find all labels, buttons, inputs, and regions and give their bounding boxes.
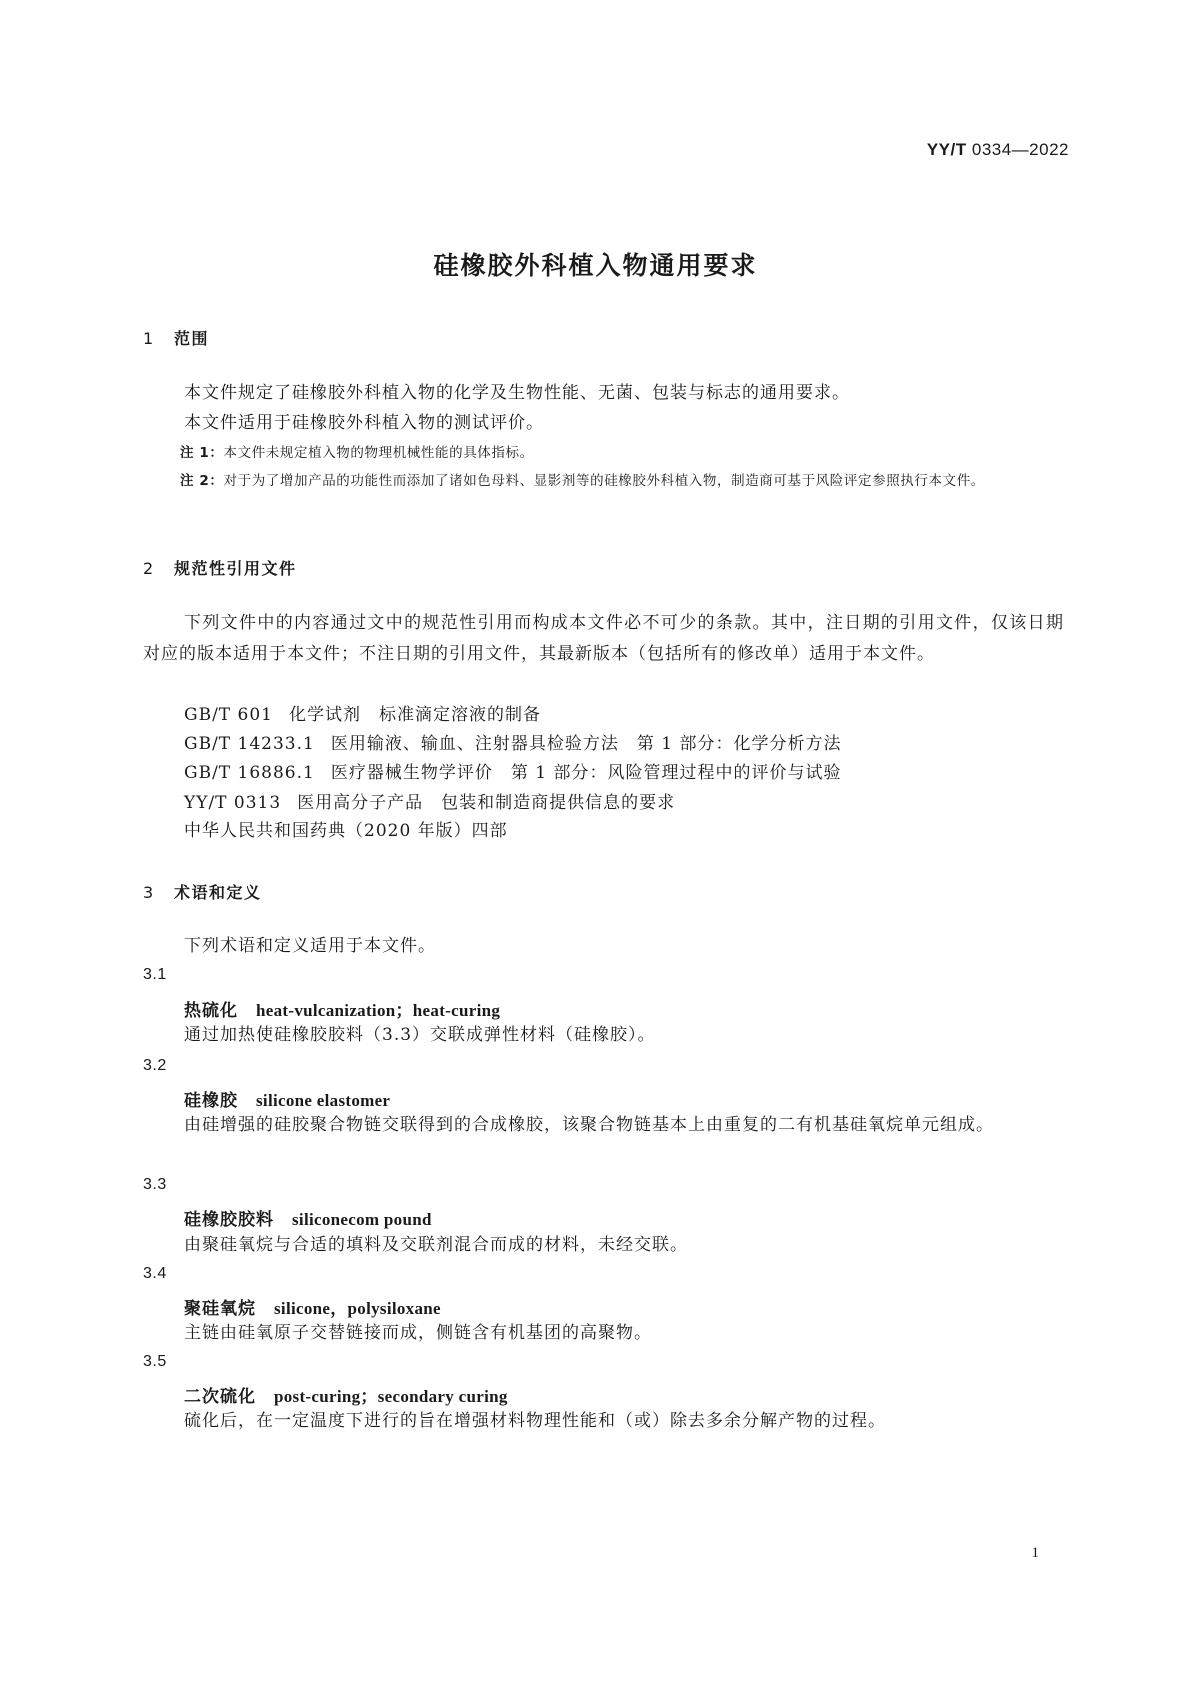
section-number: 2 <box>143 559 155 578</box>
reference-code: GB/T 16886.1 <box>184 763 315 783</box>
reference-code: GB/T 601 <box>184 705 273 725</box>
note-label: 注 1： <box>180 445 224 461</box>
term-chinese: 硅橡胶 <box>184 1091 238 1111</box>
references-intro: 下列文件中的内容通过文中的规范性引用而构成本文件必不可少的条款。其中，注日期的引用文件，仅该日期对应的版本适用于本文件；不注日期的引用文件，其最新版本（包括所有的修改单）适用于本文件。 <box>143 613 1064 664</box>
term-number: 3.5 <box>143 1353 167 1370</box>
scope-paragraph-2: 本文件适用于硅橡胶外科植入物的测试评价。 <box>184 413 544 433</box>
terms-intro: 下列术语和定义适用于本文件。 <box>184 936 436 956</box>
section-heading-scope <box>143 326 209 349</box>
reference-item <box>184 700 541 731</box>
scope-note-2 <box>180 467 1064 495</box>
term-heading <box>184 996 500 1021</box>
term-chinese: 硅橡胶胶料 <box>184 1210 274 1230</box>
note-text: 本文件未规定植入物的物理机械性能的具体指标。 <box>223 445 534 461</box>
term-english: silicone，polysiloxane <box>274 1299 441 1318</box>
standard-code <box>927 140 1069 160</box>
term-english: heat-vulcanization；heat-curing <box>256 1001 501 1020</box>
term-definition: 通过加热使硅橡胶胶料（3.3）交联成弹性材料（硅橡胶）。 <box>184 1025 656 1045</box>
term-chinese: 聚硅氧烷 <box>184 1299 256 1319</box>
note-text: 对于为了增加产品的功能性而添加了诸如色母料、显影剂等的硅橡胶外科植入物，制造商可基于风险评定参照执行本文件。 <box>223 473 985 489</box>
note-label: 注 2： <box>180 473 224 489</box>
term-number: 3.1 <box>143 966 167 983</box>
section-title: 范围 <box>174 329 210 348</box>
term-definition: 由聚硅氧烷与合适的填料及交联剂混合而成的材料，未经交联。 <box>184 1235 688 1255</box>
standard-prefix: YY/T <box>926 140 967 159</box>
term-number: 3.3 <box>143 1176 167 1193</box>
term-english: siliconecom pound <box>292 1210 432 1229</box>
term-definition: 由硅增强的硅胶聚合物链交联得到的合成橡胶，该聚合物链基本上由重复的二有机基硅氧烷单元组成。 <box>184 1115 994 1135</box>
section-title: 规范性引用文件 <box>174 559 297 578</box>
section-title: 术语和定义 <box>174 883 262 902</box>
term-chinese: 热硫化 <box>184 1001 238 1021</box>
section-heading-terms <box>143 880 262 903</box>
document-title: 硅橡胶外科植入物通用要求 <box>433 251 758 280</box>
term-definition: 硫化后，在一定温度下进行的旨在增强材料物理性能和（或）除去多余分解产物的过程。 <box>184 1411 886 1431</box>
reference-item <box>184 788 675 819</box>
term-english: silicone elastomer <box>256 1091 391 1110</box>
reference-item <box>184 816 508 847</box>
section-heading-references <box>143 556 297 579</box>
term-chinese: 二次硫化 <box>184 1387 256 1407</box>
scope-paragraph-1: 本文件规定了硅橡胶外科植入物的化学及生物性能、无菌、包装与标志的通用要求。 <box>184 383 850 403</box>
scope-note-1 <box>180 439 1064 467</box>
term-heading <box>184 1294 441 1319</box>
term-heading <box>184 1382 508 1407</box>
reference-item <box>184 758 841 789</box>
standard-number: 0334—2022 <box>971 140 1069 159</box>
term-definition: 主链由硅氧原子交替链接而成，侧链含有机基团的高聚物。 <box>184 1323 652 1343</box>
term-number: 3.2 <box>143 1057 167 1074</box>
reference-title: 医用高分子产品 包装和制造商提供信息的要求 <box>297 793 676 813</box>
reference-title: 中华人民共和国药典（2020 年版）四部 <box>184 821 508 841</box>
term-english: post-curing；secondary curing <box>274 1387 508 1406</box>
reference-code: GB/T 14233.1 <box>184 734 315 754</box>
reference-title: 医用输液、输血、注射器具检验方法 第 1 部分：化学分析方法 <box>330 734 842 754</box>
section-number: 1 <box>143 329 155 348</box>
section-number: 3 <box>143 883 155 902</box>
reference-code: YY/T 0313 <box>184 793 282 813</box>
page-number: 1 <box>1031 1545 1039 1561</box>
reference-title: 化学试剂 标准滴定溶液的制备 <box>289 705 541 725</box>
reference-item <box>184 729 841 760</box>
term-number: 3.4 <box>143 1265 167 1282</box>
term-heading <box>184 1086 390 1111</box>
reference-title: 医疗器械生物学评价 第 1 部分：风险管理过程中的评价与试验 <box>330 763 842 783</box>
term-heading <box>184 1205 432 1230</box>
